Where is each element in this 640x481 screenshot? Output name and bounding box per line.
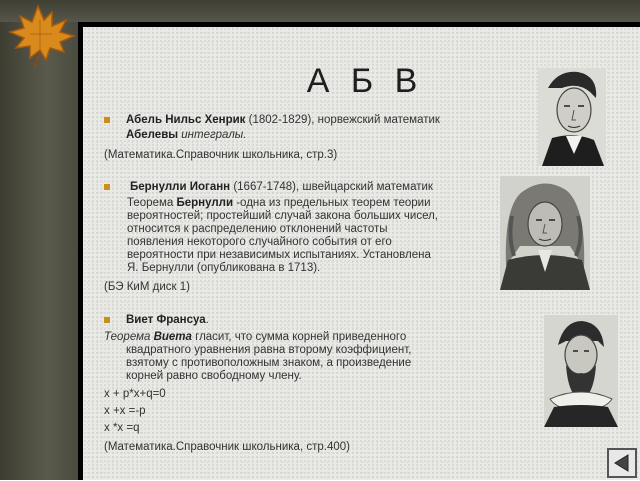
abel-source: (Математика.Справочник школьника, стр.3) xyxy=(104,149,338,161)
bernoulli-text-line: вероятностей; простейший случай закона больших чисел, xyxy=(127,210,438,222)
viet-text-line: квадратного уравнения равна второму коэффициент, xyxy=(126,344,412,356)
bullet-icon xyxy=(104,184,110,190)
bullet-icon xyxy=(104,117,110,123)
portrait-bernoulli xyxy=(500,176,590,290)
back-nav-button[interactable] xyxy=(607,448,637,478)
triangle-left-icon xyxy=(609,450,635,476)
left-background-band xyxy=(0,0,78,480)
bernoulli-text-line: появления некоторого случайного события от его xyxy=(127,236,392,248)
portrait-viet xyxy=(544,315,618,427)
viet-formula-3: x *x =q xyxy=(104,422,140,434)
viet-heading: Виет Франсуа. xyxy=(126,314,209,326)
abel-desc: (1802-1829), норвежский математик xyxy=(245,114,440,126)
bullet-icon xyxy=(104,317,110,323)
bernoulli-text-line: Я. Бернулли (опубликована в 1713). xyxy=(127,262,321,274)
abel-term: Абелевы интегралы. xyxy=(126,129,247,141)
viet-source: (Математика.Справочник школьника, стр.400) xyxy=(104,441,350,453)
abel-name: Абель Нильс Хенрик xyxy=(126,114,246,126)
viet-name: Виет Франсуа xyxy=(126,314,206,326)
viet-theorem-line: Теорема Виета гласит, что сумма корней приведенного xyxy=(104,331,407,343)
top-background-band xyxy=(0,0,640,22)
bernoulli-text-line: вероятности при независимых испытаниях. Установлена xyxy=(127,249,431,261)
viet-text-line: корней равно свободному члену. xyxy=(126,370,302,382)
bernoulli-theorem-line: Теорема Бернулли -одна из предельных теорем теории xyxy=(127,197,431,209)
portrait-abel xyxy=(538,68,606,166)
bernoulli-heading: Бернулли Иоганн (1667-1748), швейцарский математик xyxy=(130,181,433,193)
slide-title: А Б В xyxy=(306,62,424,100)
viet-formula-2: x +x =-p xyxy=(104,405,146,417)
viet-text-line: взятому с противоположным знаком, а произведение xyxy=(126,357,412,369)
bernoulli-text-line: относится к распределению отклонений частоты xyxy=(127,223,388,235)
bernoulli-name: Бернулли Иоганн xyxy=(130,181,231,193)
abel-heading xyxy=(126,114,440,127)
maple-leaf-icon xyxy=(0,0,84,70)
viet-formula-1: x + p*x+q=0 xyxy=(104,388,166,400)
bernoulli-source: (БЭ КиМ диск 1) xyxy=(104,281,190,293)
